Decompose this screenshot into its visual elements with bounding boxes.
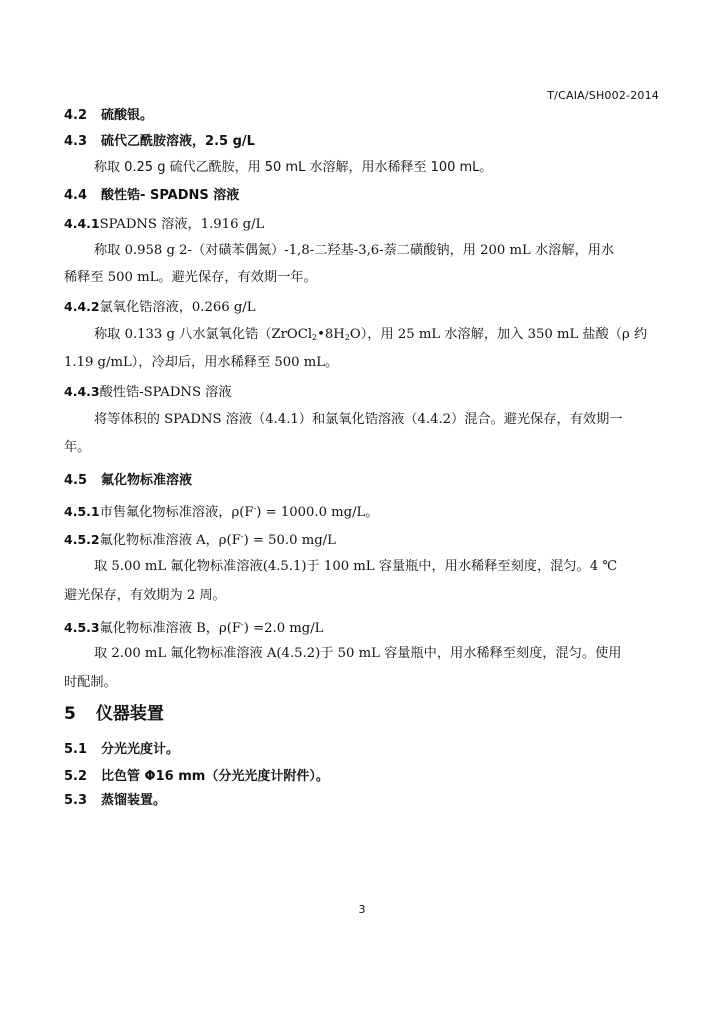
- section-number: 4.4: [64, 188, 88, 203]
- section-title: 硫代乙酰胺溶液，2.5 g/L: [101, 134, 255, 149]
- paragraph-4-4-1-line1: 称取 0.958 g 2-（对磺苯偶氮）-1,8-二羟基-3,6-萘二磺酸钠，用 200 mL 水溶解，用水: [94, 243, 615, 258]
- section-number: 4.3: [64, 134, 88, 149]
- chapter-number: 5: [64, 704, 76, 724]
- chapter-5-heading: [64, 702, 164, 726]
- section-4-5-1: [64, 500, 378, 522]
- section-4-2: [64, 107, 153, 125]
- paragraph-4-4-3-line1: 将等体积的 SPADNS 溶液（4.4.1）和氯氧化锆溶液（4.4.2）混合。避光保存，有效期一: [94, 412, 623, 427]
- section-title: 蒸馏装置。: [101, 793, 167, 808]
- text-run: 称取 0.133 g 八水氯氧化锆（ZrOCl: [94, 327, 313, 342]
- superscript: -: [241, 620, 244, 629]
- section-number: 4.5.1: [64, 504, 100, 519]
- section-number: 5.3: [64, 793, 88, 808]
- section-4-5-2: [64, 528, 336, 550]
- chapter-title: 仪器装置: [95, 704, 164, 724]
- section-number: 4.5.3: [64, 620, 100, 635]
- section-title: 分光光度计。: [101, 742, 180, 757]
- section-number: 4.4.3: [64, 384, 100, 399]
- text-run: 氟化物标准溶液 A，ρ(F: [99, 533, 241, 548]
- text-run: ) =2.0 mg/L: [243, 621, 324, 636]
- section-4-5-3: [64, 616, 323, 638]
- section-4-4-3: [64, 383, 232, 402]
- section-title: 酸性锆-SPADNS 溶液: [99, 385, 232, 400]
- text-run: 市售氟化物标准溶液，ρ(F: [99, 505, 254, 520]
- superscript: -: [253, 504, 257, 513]
- section-5-1: [64, 741, 179, 759]
- text-run: 氟化物标准溶液 B，ρ(F: [99, 621, 242, 636]
- subscript: 2: [344, 333, 350, 342]
- section-title: 氟化物标准溶液: [101, 473, 193, 488]
- paragraph-4-5-2-line2: 避光保存，有效期为 2 周。: [64, 588, 226, 603]
- text-run: ) = 50.0 mg/L: [243, 533, 336, 548]
- paragraph-4-5-2-line1: 取 5.00 mL 氟化物标准溶液(4.5.1)于 100 mL 容量瓶中，用水稀释至刻度，混匀。4 ℃: [94, 559, 618, 574]
- text-run: O），用 25 mL 水溶解，加入 350 mL 盐酸（ρ 约: [349, 327, 648, 342]
- section-number: 4.5.2: [64, 532, 100, 547]
- section-number: 4.5: [64, 473, 88, 488]
- paragraph-4-5-3-line2: 时配制。: [64, 675, 117, 690]
- paragraph-4-5-3-line1: 取 2.00 mL 氟化物标准溶液 A(4.5.2)于 50 mL 容量瓶中，用水稀释至刻度，混匀。使用: [94, 646, 622, 661]
- section-5-2: [64, 768, 329, 786]
- section-number: 4.2: [64, 108, 88, 123]
- paragraph-4-3: 称取 0.25 g 硫代乙酰胺，用 50 mL 水溶解，用水稀释至 100 mL。: [94, 160, 493, 175]
- paragraph-4-4-3-line2: 年。: [64, 440, 91, 455]
- section-number: 4.4.2: [64, 299, 100, 314]
- section-title: 酸性锆- SPADNS 溶液: [101, 188, 240, 203]
- subscript: 2: [312, 333, 318, 342]
- superscript: -: [240, 532, 244, 541]
- section-title: SPADNS 溶液，1.916 g/L: [99, 217, 265, 232]
- section-4-4-2: [64, 298, 256, 317]
- page-header: T/CAIA/SH002-2014: [547, 89, 659, 102]
- section-4-4: [64, 187, 239, 205]
- section-number: 5.1: [64, 742, 88, 757]
- page-number: 3: [358, 903, 366, 916]
- section-5-3: [64, 792, 166, 810]
- section-title: 硫酸银。: [101, 108, 154, 123]
- section-number: 5.2: [64, 769, 88, 784]
- section-4-5: [64, 472, 192, 490]
- text-run: ) = 1000.0 mg/L。: [256, 505, 379, 520]
- paragraph-4-4-2-line2: 1.19 g/mL），冷却后，用水稀释至 500 mL。: [64, 355, 339, 370]
- section-4-4-1: [64, 215, 264, 234]
- paragraph-4-4-2-line1: [94, 326, 647, 347]
- paragraph-4-4-1-line2: 稀释至 500 mL。避光保存，有效期一年。: [64, 270, 317, 285]
- text-run: •8H: [317, 327, 345, 342]
- section-4-3: [64, 133, 255, 151]
- section-number: 4.4.1: [64, 216, 100, 231]
- section-title: 比色管 Φ16 mm（分光光度计附件）。: [101, 769, 329, 784]
- section-title: 氯氧化锆溶液，0.266 g/L: [99, 300, 256, 315]
